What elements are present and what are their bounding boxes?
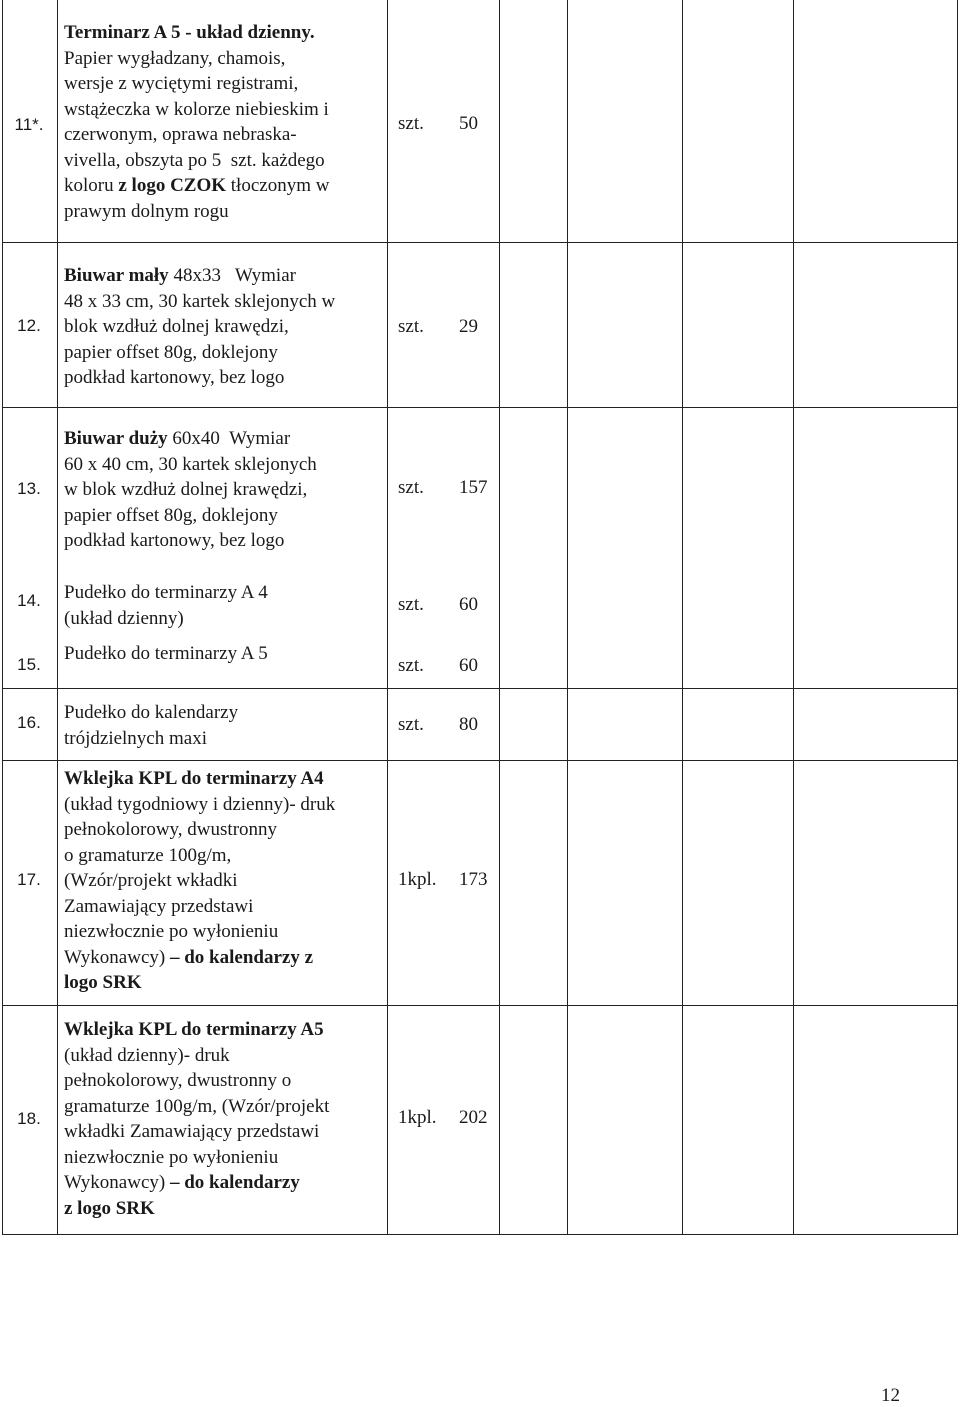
text: Zamawiający przedstawi — [64, 895, 254, 917]
table-border-right — [957, 0, 958, 1235]
item-description — [64, 700, 394, 751]
description-line — [64, 365, 394, 391]
item-unit: 1kpl. — [398, 869, 437, 890]
item-number: 17. — [17, 870, 41, 889]
description-line — [64, 122, 394, 148]
text: vivella, obszyta po 5 szt. każdego — [64, 149, 325, 171]
item-number: 13. — [17, 479, 41, 498]
item-description — [64, 580, 394, 631]
description-line — [64, 173, 394, 199]
item-quantity: 60 — [459, 594, 478, 615]
text: pełnokolorowy, dwustronny — [64, 819, 278, 840]
description-line — [64, 1043, 394, 1069]
text: trójdzielnych maxi — [64, 727, 207, 749]
description-line — [64, 71, 394, 97]
text: tłoczonym w — [226, 175, 330, 196]
description-line — [64, 1119, 394, 1145]
text: (układ tygodniowy i dzienny)- druk — [64, 793, 336, 815]
item-description — [64, 766, 394, 996]
bold-text: logo SRK — [64, 972, 142, 993]
item-number: 11*. — [14, 115, 44, 134]
text: podkład kartonowy, bez logo — [64, 367, 285, 388]
bold-text: – do kalendarzy z — [169, 946, 313, 968]
description-line — [64, 792, 394, 818]
description-line — [64, 1170, 394, 1196]
item-unit: szt. — [398, 477, 424, 498]
text: Papier wygładzany, chamois, — [64, 47, 286, 69]
bold-text: z logo SRK — [64, 1197, 155, 1219]
item-number: 12. — [17, 316, 41, 335]
text: (układ dzienny)- druk — [64, 1044, 230, 1066]
text: Pudełko do kalendarzy — [64, 702, 239, 723]
bold-text: – do kalendarzy — [169, 1172, 300, 1193]
item-quantity: 173 — [459, 869, 488, 890]
item-quantity: 80 — [459, 714, 478, 735]
text: niezwłocznie po wyłonieniu — [64, 1146, 279, 1168]
item-quantity: 157 — [459, 477, 488, 498]
text: Wykonawcy) — [64, 1172, 170, 1193]
text: Pudełko do terminarzy A 4 — [64, 582, 268, 603]
item-description — [64, 20, 394, 224]
text: 60x40 Wymiar — [167, 428, 291, 449]
description-line — [64, 1017, 394, 1043]
item-quantity: 29 — [459, 316, 478, 337]
description-line — [64, 945, 394, 971]
description-line — [64, 289, 394, 315]
description-line — [64, 1094, 394, 1120]
item-unit: szt. — [398, 714, 424, 735]
description-line — [64, 970, 394, 996]
description-line — [64, 528, 394, 554]
description-line — [64, 452, 394, 478]
table-border-left — [2, 0, 3, 1235]
item-number: 14. — [17, 591, 41, 610]
item-unit: szt. — [398, 655, 424, 676]
table-row-divider — [2, 407, 958, 408]
bold-text: Biuwar mały — [64, 265, 169, 286]
description-line — [64, 1068, 394, 1094]
text: koloru — [64, 175, 119, 196]
description-line — [64, 817, 394, 843]
description-line — [64, 46, 394, 72]
description-line — [64, 503, 394, 529]
item-description — [64, 1017, 394, 1221]
item-unit: szt. — [398, 113, 424, 134]
item-number: 18. — [17, 1109, 41, 1128]
text: wkładki Zamawiający przedstawi — [64, 1121, 320, 1142]
description-line — [64, 766, 394, 792]
item-unit: szt. — [398, 594, 424, 615]
bold-text: Terminarz A 5 - układ dzienny. — [64, 22, 315, 43]
description-line — [64, 700, 394, 726]
description-line — [64, 199, 394, 225]
description-line — [64, 843, 394, 869]
table-row-divider — [2, 1005, 958, 1006]
bold-text: Wklejka KPL do terminarzy A4 — [64, 768, 324, 789]
text: Wykonawcy) — [64, 946, 170, 968]
description-line — [64, 340, 394, 366]
text: blok wzdłuż dolnej krawędzi, — [64, 316, 289, 337]
description-line — [64, 314, 394, 340]
text: 60 x 40 cm, 30 kartek sklejonych — [64, 453, 317, 475]
text: podkład kartonowy, bez logo — [64, 530, 285, 551]
description-line — [64, 726, 394, 752]
text: pełnokolorowy, dwustronny o — [64, 1070, 292, 1091]
description-line — [64, 894, 394, 920]
item-number: 16. — [17, 713, 41, 732]
table-row-divider — [2, 242, 958, 243]
item-quantity: 50 — [459, 113, 478, 134]
item-description — [64, 263, 394, 391]
description-line — [64, 919, 394, 945]
item-quantity: 60 — [459, 655, 478, 676]
description-line — [64, 641, 394, 667]
text: wersje z wyciętymi registrami, — [64, 73, 299, 94]
text: (układ dzienny) — [64, 607, 184, 629]
page-number: 12 — [881, 1385, 900, 1406]
item-description — [64, 426, 394, 554]
description-line — [64, 97, 394, 123]
table-border-bottom — [2, 1234, 958, 1235]
text: papier offset 80g, doklejony — [64, 504, 278, 526]
text: papier offset 80g, doklejony — [64, 341, 278, 363]
table-row-divider — [2, 688, 958, 689]
text: (Wzór/projekt wkładki — [64, 870, 238, 891]
item-number: 15. — [17, 655, 41, 674]
text: wstążeczka w kolorze niebieskim i — [64, 98, 329, 120]
description-line — [64, 20, 394, 46]
text: o gramaturze 100g/m, — [64, 844, 232, 866]
description-line — [64, 580, 394, 606]
table-column-divider — [499, 0, 500, 1235]
text: 48x33 Wymiar — [168, 265, 296, 286]
item-quantity: 202 — [459, 1107, 488, 1128]
text: prawym dolnym rogu — [64, 200, 229, 222]
text: niezwłocznie po wyłonieniu — [64, 921, 279, 942]
text: Pudełko do terminarzy A 5 — [64, 643, 268, 664]
table-column-divider — [682, 0, 683, 1235]
item-description — [64, 641, 394, 667]
description-line — [64, 868, 394, 894]
description-line — [64, 263, 394, 289]
table-column-divider — [793, 0, 794, 1235]
text: w blok wzdłuż dolnej krawędzi, — [64, 479, 308, 500]
text: gramaturze 100g/m, (Wzór/projekt — [64, 1095, 330, 1117]
bold-text: z logo CZOK — [118, 175, 227, 196]
description-line — [64, 426, 394, 452]
description-line — [64, 477, 394, 503]
description-line — [64, 148, 394, 174]
table-column-divider — [57, 0, 58, 1235]
text: czerwonym, oprawa nebraska- — [64, 124, 297, 145]
table-row-divider — [2, 760, 958, 761]
description-line — [64, 606, 394, 632]
item-unit: 1kpl. — [398, 1107, 437, 1128]
bold-text: Biuwar duży — [64, 428, 168, 449]
table-column-divider — [567, 0, 568, 1235]
description-line — [64, 1196, 394, 1222]
description-line — [64, 1145, 394, 1171]
bold-text: Wklejka KPL do terminarzy A5 — [64, 1019, 324, 1040]
text: 48 x 33 cm, 30 kartek sklejonych w — [64, 290, 336, 312]
item-unit: szt. — [398, 316, 424, 337]
